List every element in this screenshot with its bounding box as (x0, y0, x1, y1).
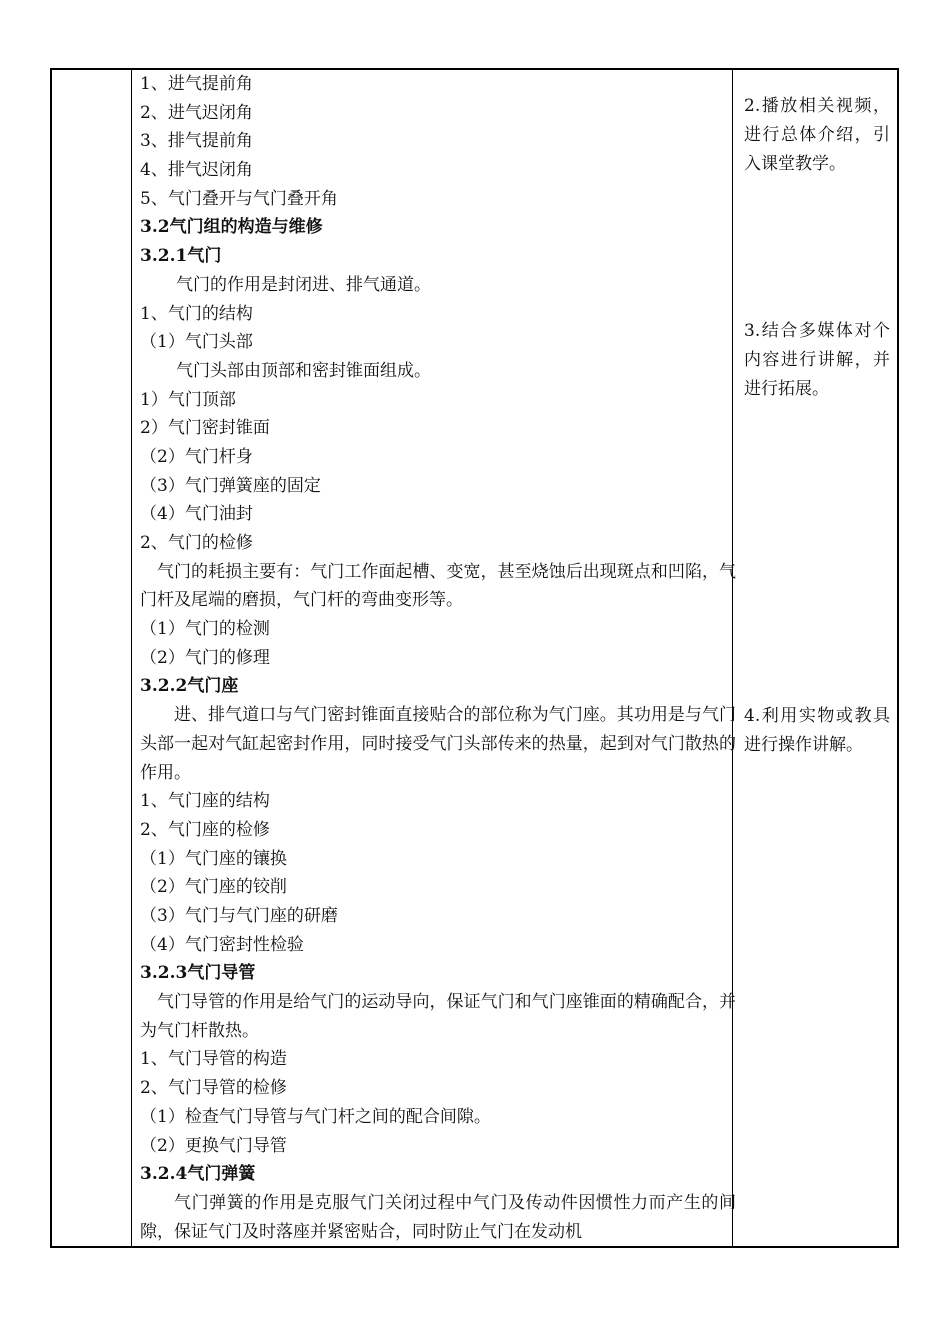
content-line: （2）气门杆身 (140, 446, 253, 467)
content-line: 气门头部由顶部和密封锥面组成。 (176, 360, 431, 381)
paragraph-valve-seat: 进、排气道口与气门密封锥面直接贴合的部位称为气门座。其功用是与气门头部一起对气缸起密封作用，同时接受气门头部传来的热量，起到对气门散热的作用。 (140, 705, 736, 783)
content-line: 2、气门的检修 (140, 533, 253, 553)
content-line: （4）气门油封 (140, 504, 253, 525)
content-line: 5、气门叠开与气门叠开角 (140, 188, 338, 209)
content-line: 3、排气提前角 (140, 131, 253, 152)
content-block-3 (140, 787, 736, 988)
content-line: 1、气门座的结构 (140, 791, 270, 812)
note-real-objects: 4.利用实物或教具进行操作讲解。 (744, 706, 890, 755)
paragraph-valve-spring: 气门弹簧的作用是克服气门关闭过程中气门及传动件因惯性力而产生的间隙，保证气门及时落座并紧密贴合，同时防止气门在发动机 (140, 1192, 736, 1242)
content-line: （2）更换气门导管 (140, 1135, 287, 1156)
content-line: 3.2气门组的构造与维修 (140, 217, 323, 238)
content-line: 3.2.3气门导管 (140, 963, 256, 984)
content-line: 2）气门密封锥面 (140, 418, 270, 439)
note-video-intro: 2.播放相关视频，进行总体介绍，引入课堂教学。 (744, 96, 890, 174)
paragraph-valve-wear: 气门的耗损主要有：气门工作面起槽、变宽，甚至烧蚀后出现斑点和凹陷，气门杆及尾端的磨损，气门杆的弯曲变形等。 (140, 561, 736, 611)
content-line: （1）检查气门导管与气门杆之间的配合间隙。 (140, 1106, 491, 1127)
content-line: （1）气门头部 (140, 332, 253, 353)
content-line: 1、气门的结构 (140, 303, 253, 324)
paragraph-valve-guide: 气门导管的作用是给气门的运动导向，保证气门和气门座锥面的精确配合，并为气门杆散热。 (140, 992, 736, 1041)
content-line: （4）气门密封性检验 (140, 934, 304, 955)
lesson-plan-table (50, 68, 899, 1248)
content-block-4 (140, 1045, 736, 1188)
content-line: （1）气门的检测 (140, 619, 270, 640)
content-line: 3.2.1气门 (140, 246, 222, 267)
content-line: （3）气门弹簧座的固定 (140, 475, 321, 496)
content-line: 2、气门座的检修 (140, 819, 270, 840)
content-line: （2）气门座的铰削 (140, 877, 287, 898)
content-line: 3.2.2气门座 (140, 676, 239, 697)
content-column (140, 70, 736, 1246)
content-line: 2、进气迟闭角 (140, 102, 253, 123)
content-line: （2）气门的修理 (140, 647, 270, 668)
column-divider-1 (131, 70, 132, 1246)
content-line: 气门的作用是封闭进、排气通道。 (176, 274, 431, 295)
content-line: （3）气门与气门座的研磨 (140, 906, 338, 927)
content-line: 1）气门顶部 (140, 389, 236, 410)
content-block-1 (140, 70, 736, 558)
content-line: 1、进气提前角 (140, 74, 253, 94)
content-line: 1、气门导管的构造 (140, 1049, 287, 1070)
content-line: 4、排气迟闭角 (140, 160, 253, 181)
content-line: （1）气门座的镶换 (140, 848, 287, 869)
note-multimedia: 3.结合多媒体对个内容进行讲解，并进行拓展。 (744, 321, 890, 399)
content-line: 2、气门导管的检修 (140, 1078, 287, 1099)
content-block-2 (140, 615, 736, 701)
content-line: 3.2.4气门弹簧 (140, 1164, 256, 1185)
